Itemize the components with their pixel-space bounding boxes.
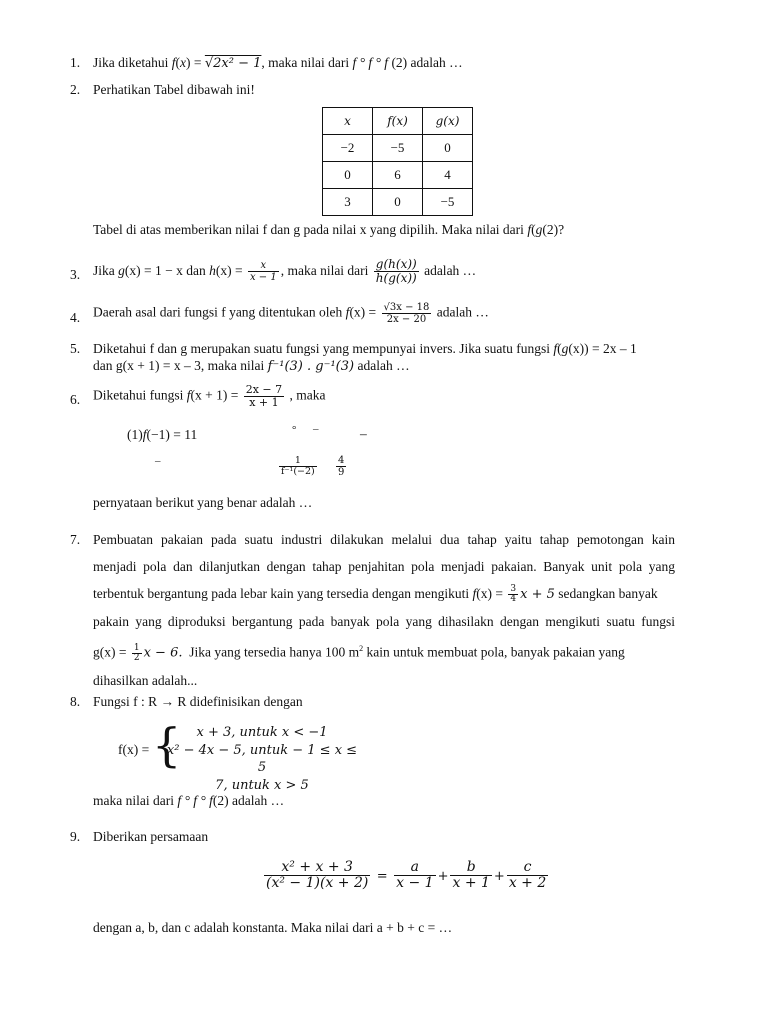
- fraction: $\frac{\text{x² + x + 3}}{\text{(x² − 1)(x + 2)}}$: [266, 859, 369, 892]
- table-cell: 0: [373, 189, 423, 216]
- table-cell: 0: [323, 162, 373, 189]
- question-number: 6.: [70, 392, 81, 407]
- question-text: Diberikan persamaan: [93, 829, 209, 844]
- question-text: Jika diketahui f(x) = √2x² − 1, maka nilai dari f ° f ° f (2) adalah …: [93, 55, 463, 71]
- table-row: [323, 135, 473, 162]
- table-row: [323, 162, 473, 189]
- question-text: Diketahui f dan g merupakan suatu fungsi yang mempunyai invers. Jika suatu fungsi f(g(x)) = 2x – 1 dan g(x + 1) = x – 3, maka nilai f⁻¹(3) . g⁻¹(3) adalah …: [93, 341, 637, 374]
- function-value-table: [322, 107, 473, 216]
- case-1: x + 3, untuk x < −1: [196, 725, 328, 740]
- piecewise-lhs: f(x) =: [118, 742, 150, 757]
- fraction: $\frac{3}{4}$: [510, 584, 517, 605]
- question-number: 8.: [70, 694, 81, 709]
- question-number: 7.: [70, 532, 81, 547]
- fraction: $\frac{b}{x + 1}$: [452, 859, 490, 892]
- piecewise-cases: [164, 724, 360, 794]
- table-header: x: [323, 108, 373, 135]
- question-number: 1.: [70, 55, 81, 70]
- question-6-prompt: pernyataan berikut yang benar adalah …: [93, 495, 313, 510]
- fraction: $\frac{1}{2}$: [133, 642, 140, 663]
- question-text: Perhatikan Tabel dibawah ini!: [93, 82, 255, 97]
- statement-1: (1)f(−1) = 11: [127, 427, 198, 442]
- brace-icon: {: [152, 718, 182, 772]
- fraction: $\frac{1}{\text{f⁻¹(−2)}}$: [281, 455, 315, 478]
- table-cell: 0: [423, 135, 473, 162]
- fraction: $\frac{2x - 7}{x + 1}$: [245, 383, 283, 410]
- question-number: 3.: [70, 267, 81, 282]
- table-cell: −2: [323, 135, 373, 162]
- table-header-row: [323, 108, 473, 135]
- fraction: $\frac{4}{9}$: [338, 455, 345, 478]
- table-cell: 6: [373, 162, 423, 189]
- question-8-prompt: maka nilai dari f ° f ° f(2) adalah …: [93, 793, 285, 808]
- case-3: 7, untuk x > 5: [215, 777, 309, 793]
- fraction: $\frac{c}{x + 2}$: [508, 859, 547, 892]
- dash-mark: –: [313, 423, 319, 435]
- table-header: f(x): [373, 108, 423, 135]
- question-2-prompt: Tabel di atas memberikan nilai f dan g pada nilai x yang dipilih. Maka nilai dari f(g(2)?: [93, 222, 565, 237]
- question-text: Diketahui fungsi f(x + 1) = $\frac{2x - 7}{x + 1}$ , maka: [93, 383, 326, 410]
- question-number: 5.: [70, 341, 81, 356]
- question-number: 9.: [70, 829, 81, 844]
- sqrt-expression: √2x² − 1: [204, 56, 262, 71]
- table-cell: −5: [373, 135, 423, 162]
- question-text: Pembuatan pakaian pada suatu industri dilakukan melalui dua tahap yaitu tahap pemotongan kain menjadi pola dan dilanjutkan dengan tahap penjahitan pola menjadi pakaian. Banyak unit pola yang terbentuk bergantung pada lebar kain yang tersedia dengan mengikuti f(x) = $\frac{3}{4}$ x + 5 sedangkan banyak pakain yang diproduksi bergantung pada banyak pola yang dihasilakn dengan mengikuti suatu fungsi g(x) = $\frac{1}{2}$ x − 6. Jika yang tersedia hanya 100 $m^2$ kain untuk membuat pola, banyak pakaian yang dihasilkan adalah...: [93, 532, 675, 688]
- question-text: Jika g(x) = 1 − x dan h(x) = $\frac{x}{x - 1}$ , maka nilai dari $\frac{g(h(x))}{h(g(x))}$ adalah …: [93, 257, 477, 286]
- dash-mark: –: [155, 455, 161, 467]
- fraction: $\frac{g(h(x))}{h(g(x))}$: [375, 257, 417, 286]
- question-number: 2.: [70, 82, 81, 97]
- question-9-prompt: dengan a, b, dan c adalah konstanta. Maka nilai dari a + b + c = …: [93, 920, 453, 935]
- question-text: Fungsi f : R → R didefinisikan dengan: [93, 694, 303, 709]
- fraction: $\frac{√3x - 18}{2x - 20}$: [383, 302, 430, 325]
- table-cell: 3: [323, 189, 373, 216]
- fraction: $\frac{a}{x - 1}$: [396, 859, 434, 892]
- case-2: x² − 4x − 5, untuk − 1 ≤ x ≤ 5: [166, 742, 358, 775]
- partial-fraction-equation: $\frac{\text{x² + x + 3}}{\text{(x² − 1)(x + 2)}}$ = $\frac{a}{x - 1}$ + $\frac{b}{x + 1}$ + $\frac{c}{x + 2}$: [266, 859, 547, 892]
- table-header: g(x): [423, 108, 473, 135]
- table-cell: −5: [423, 189, 473, 216]
- composition-ring: °: [292, 424, 297, 436]
- table-cell: 4: [423, 162, 473, 189]
- question-text: Daerah asal dari fungsi f yang ditentukan oleh f(x) = $\frac{√3x - 18}{2x - 20}$ adalah …: [93, 302, 489, 325]
- table-row: [323, 189, 473, 216]
- question-number: 4.: [70, 310, 81, 325]
- dash-mark: –: [360, 426, 367, 441]
- fraction: $\frac{x}{x - 1}$: [249, 260, 277, 284]
